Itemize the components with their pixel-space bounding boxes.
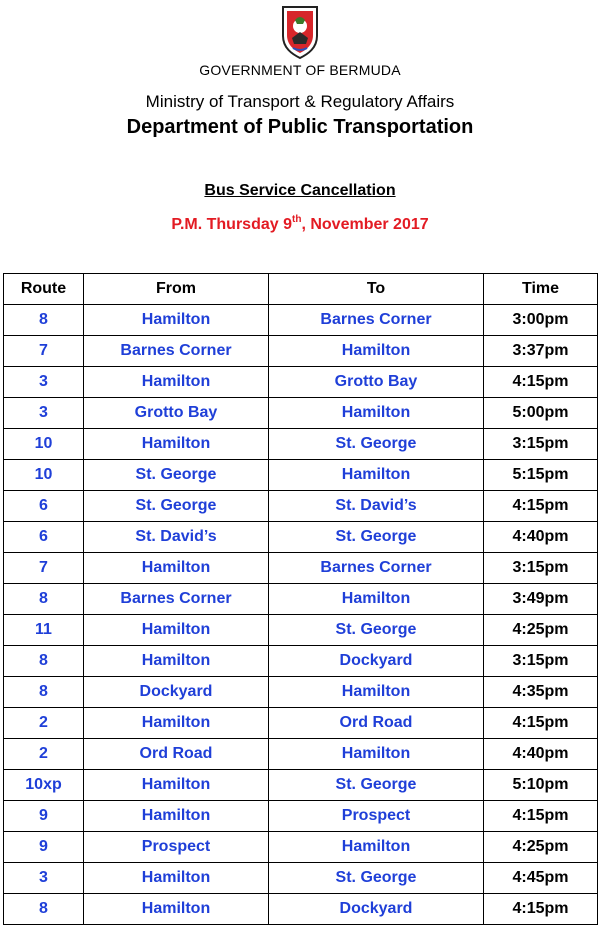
to-cell: St. David’s [269, 491, 484, 522]
table-row [4, 615, 598, 646]
to-cell: Grotto Bay [269, 367, 484, 398]
from-cell: Hamilton [84, 801, 269, 832]
time-cell: 3:15pm [484, 429, 598, 460]
time-cell: 4:25pm [484, 832, 598, 863]
route-cell: 6 [4, 491, 84, 522]
route-cell: 7 [4, 553, 84, 584]
from-cell: Hamilton [84, 615, 269, 646]
time-cell: 3:15pm [484, 646, 598, 677]
date-suffix: th [292, 214, 302, 225]
from-cell: Hamilton [84, 894, 269, 925]
table-row [4, 770, 598, 801]
table-row [4, 491, 598, 522]
from-cell: Hamilton [84, 367, 269, 398]
notice-date [0, 216, 600, 234]
to-cell: St. George [269, 863, 484, 894]
route-cell: 3 [4, 863, 84, 894]
time-cell: 3:00pm [484, 305, 598, 336]
table-row [4, 522, 598, 553]
table-row [4, 398, 598, 429]
from-cell: St. George [84, 460, 269, 491]
from-cell: Barnes Corner [84, 584, 269, 615]
table-row [4, 801, 598, 832]
time-cell: 4:15pm [484, 894, 598, 925]
table-row [4, 863, 598, 894]
to-cell: Hamilton [269, 832, 484, 863]
cancellation-table [3, 273, 598, 925]
table-row [4, 553, 598, 584]
to-cell: Barnes Corner [269, 553, 484, 584]
table-row [4, 708, 598, 739]
from-cell: Ord Road [84, 739, 269, 770]
to-cell: Dockyard [269, 646, 484, 677]
route-cell: 8 [4, 584, 84, 615]
time-cell: 4:40pm [484, 522, 598, 553]
to-cell: St. George [269, 770, 484, 801]
route-cell: 2 [4, 739, 84, 770]
to-cell: Hamilton [269, 460, 484, 491]
table-row [4, 832, 598, 863]
time-cell: 4:15pm [484, 491, 598, 522]
from-cell: Hamilton [84, 770, 269, 801]
route-cell: 3 [4, 398, 84, 429]
time-cell: 4:40pm [484, 739, 598, 770]
route-cell: 10xp [4, 770, 84, 801]
route-cell: 11 [4, 615, 84, 646]
department-title: Department of Public Transportation [126, 116, 474, 138]
column-header-to: To [269, 274, 484, 305]
route-cell: 6 [4, 522, 84, 553]
to-cell: Hamilton [269, 739, 484, 770]
table-row [4, 894, 598, 925]
from-cell: Barnes Corner [84, 336, 269, 367]
from-cell: Hamilton [84, 646, 269, 677]
table-row [4, 584, 598, 615]
notice-title: Bus Service Cancellation [204, 182, 396, 199]
to-cell: Dockyard [269, 894, 484, 925]
route-cell: 10 [4, 429, 84, 460]
time-cell: 5:10pm [484, 770, 598, 801]
to-cell: Hamilton [269, 677, 484, 708]
route-cell: 7 [4, 336, 84, 367]
date-rest: , November 2017 [301, 216, 429, 233]
to-cell: Barnes Corner [269, 305, 484, 336]
table-row [4, 646, 598, 677]
from-cell: Hamilton [84, 553, 269, 584]
to-cell: St. George [269, 429, 484, 460]
column-header-route: Route [4, 274, 84, 305]
time-cell: 4:45pm [484, 863, 598, 894]
ministry-title: Ministry of Transport & Regulatory Affairs [145, 92, 455, 111]
to-cell: Hamilton [269, 584, 484, 615]
from-cell: St. David’s [84, 522, 269, 553]
from-cell: Hamilton [84, 708, 269, 739]
from-cell: Hamilton [84, 863, 269, 894]
from-cell: Hamilton [84, 429, 269, 460]
table-row [4, 429, 598, 460]
to-cell: St. George [269, 615, 484, 646]
route-cell: 8 [4, 677, 84, 708]
to-cell: St. George [269, 522, 484, 553]
table-row [4, 305, 598, 336]
government-label: GOVERNMENT OF BERMUDA [199, 62, 401, 78]
to-cell: Hamilton [269, 336, 484, 367]
time-cell: 4:15pm [484, 801, 598, 832]
time-cell: 4:15pm [484, 367, 598, 398]
to-cell: Hamilton [269, 398, 484, 429]
table-row [4, 739, 598, 770]
to-cell: Ord Road [269, 708, 484, 739]
from-cell: St. George [84, 491, 269, 522]
route-cell: 9 [4, 832, 84, 863]
table-row [4, 336, 598, 367]
time-cell: 3:37pm [484, 336, 598, 367]
date-prefix: P.M. Thursday 9 [171, 216, 292, 233]
time-cell: 5:15pm [484, 460, 598, 491]
route-cell: 10 [4, 460, 84, 491]
from-cell: Grotto Bay [84, 398, 269, 429]
bermuda-crest-icon [280, 4, 320, 60]
route-cell: 8 [4, 646, 84, 677]
table-row [4, 367, 598, 398]
from-cell: Prospect [84, 832, 269, 863]
to-cell: Prospect [269, 801, 484, 832]
time-cell: 4:25pm [484, 615, 598, 646]
table-row [4, 460, 598, 491]
time-cell: 5:00pm [484, 398, 598, 429]
time-cell: 4:15pm [484, 708, 598, 739]
time-cell: 4:35pm [484, 677, 598, 708]
column-header-from: From [84, 274, 269, 305]
from-cell: Hamilton [84, 305, 269, 336]
table-row [4, 677, 598, 708]
route-cell: 8 [4, 305, 84, 336]
column-header-time: Time [484, 274, 598, 305]
route-cell: 2 [4, 708, 84, 739]
from-cell: Dockyard [84, 677, 269, 708]
time-cell: 3:15pm [484, 553, 598, 584]
route-cell: 3 [4, 367, 84, 398]
route-cell: 9 [4, 801, 84, 832]
route-cell: 8 [4, 894, 84, 925]
table-header-row [4, 274, 598, 305]
time-cell: 3:49pm [484, 584, 598, 615]
